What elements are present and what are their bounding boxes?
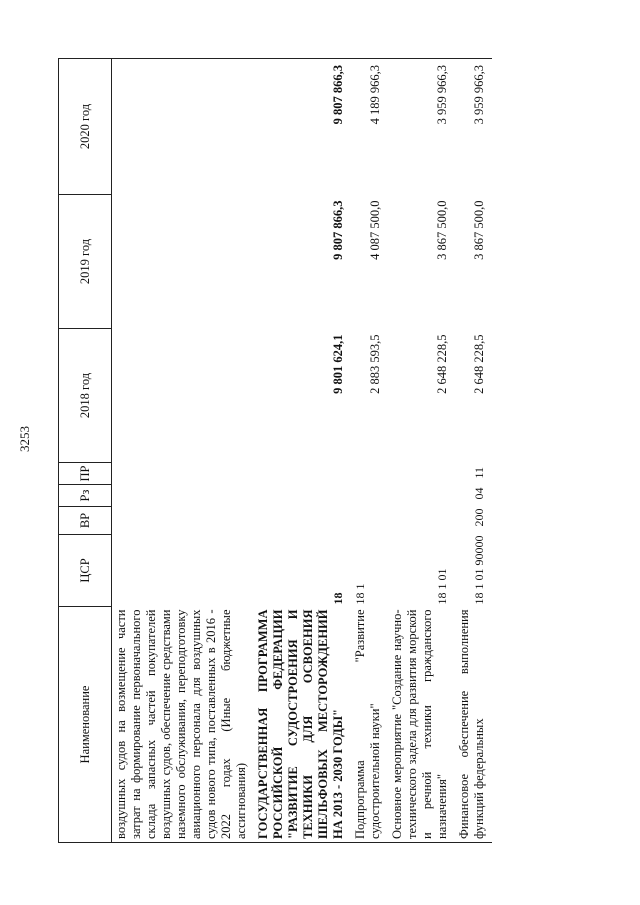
row-name: ГОСУДАРСТВЕННАЯ ПРОГРАММА РОССИЙСКОЙ ФЕДЕРАЦИИ "РАЗВИТИЕ СУДОСТРОЕНИЯ И ТЕХНИКИ ДЛЯ ОСВОЕНИЯ ШЕЛЬФОВЫХ МЕСТОРОЖДЕНИЙ НА 2013 - 2030 ГОДЫ" bbox=[254, 607, 351, 843]
header-rz: Рз bbox=[59, 485, 112, 507]
table-row bbox=[351, 59, 388, 843]
row-2018: 2 648 228,5 bbox=[472, 334, 486, 394]
row-name-quote: "Развитие bbox=[353, 609, 367, 663]
row-2019 bbox=[112, 195, 255, 329]
row-2018: 9 801 624,1 bbox=[331, 334, 345, 394]
row-name-rest: судостроительной науки" bbox=[368, 703, 382, 839]
row-2019: 3 867 500,0 bbox=[472, 200, 486, 260]
table-row bbox=[455, 59, 492, 843]
row-code: 18 1 01 bbox=[435, 568, 449, 605]
row-2019: 3 867 500,0 bbox=[435, 200, 449, 260]
budget-table-rotated bbox=[58, 59, 624, 843]
row-2020: 3 959 966,3 bbox=[455, 59, 492, 195]
header-2019: 2019 год bbox=[59, 195, 112, 329]
row-2019: 4 087 500,0 bbox=[368, 200, 382, 260]
row-2018 bbox=[112, 329, 255, 463]
table-header-row bbox=[59, 59, 112, 843]
row-name: Основное мероприятие "Создание научно-технического задела для развития морской и речной техники гражданского назначения" bbox=[388, 607, 455, 843]
row-code: 18 bbox=[331, 592, 345, 605]
row-2020: 4 189 966,3 bbox=[351, 59, 388, 195]
row-name: Финансовое обеспечение выполнения функций федеральных bbox=[455, 607, 492, 843]
header-pr: ПР bbox=[59, 463, 112, 485]
table-row bbox=[388, 59, 455, 843]
row-2018: 2 648 228,5 bbox=[435, 334, 449, 394]
row-2019: 9 807 866,3 bbox=[331, 200, 345, 260]
header-2020: 2020 год bbox=[59, 59, 112, 195]
header-csr: ЦСР bbox=[59, 535, 112, 607]
table-row bbox=[112, 59, 255, 843]
header-vr: ВР bbox=[59, 507, 112, 535]
row-code: 18 1 bbox=[353, 583, 367, 605]
page-number: 3253 bbox=[17, 426, 32, 452]
row-name-prefix: Подпрограмма bbox=[353, 760, 367, 839]
table-row bbox=[254, 59, 351, 843]
budget-table bbox=[58, 58, 492, 843]
row-2020 bbox=[112, 59, 255, 195]
row-2018: 2 883 593,5 bbox=[368, 334, 382, 394]
row-2020: 3 959 966,3 bbox=[388, 59, 455, 195]
row-code bbox=[112, 463, 255, 607]
header-2018: 2018 год bbox=[59, 329, 112, 463]
header-name: Наименование bbox=[59, 607, 112, 843]
row-name bbox=[351, 607, 388, 843]
row-name: воздушных судов на возмещение части затрат на формирование первоначального склада запасных частей покупателей воздушных судов, обеспечение средствами наземного обслуживания, переподготовку авиационного персонала для воздушных судов нового типа, поставленных в 2016 - 2022 годах (Иные бюджетные ассигнования) bbox=[112, 607, 255, 843]
row-code: 18 1 01 90000 200 04 11 bbox=[472, 466, 486, 605]
row-2020: 9 807 866,3 bbox=[254, 59, 351, 195]
